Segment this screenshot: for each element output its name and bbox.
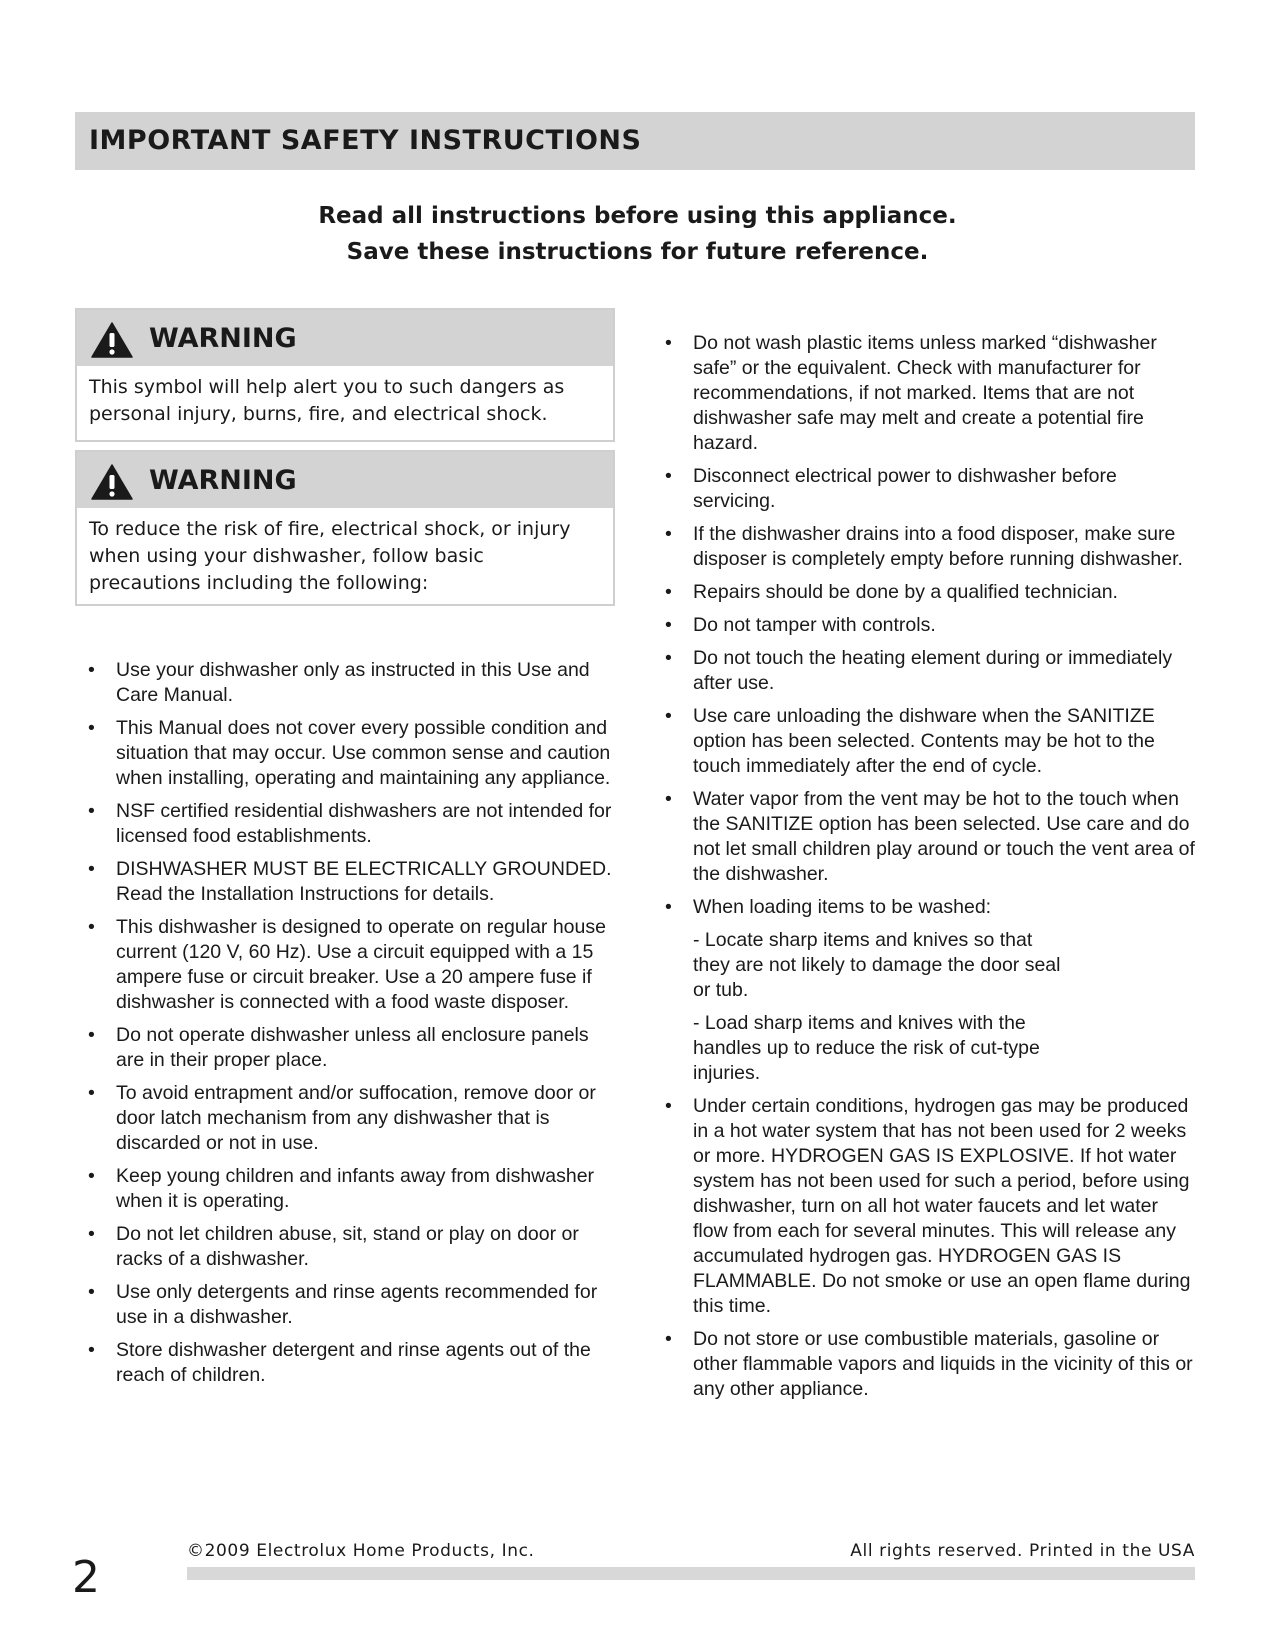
bullet-icon: •	[665, 332, 672, 354]
list-item: • Do not touch the heating element during or immediately after use.	[665, 647, 1173, 694]
list-item: • Disconnect electrical power to dishwasher before servicing.	[665, 465, 1117, 512]
left-column-list	[88, 658, 618, 1396]
list-sub-item: - Locate sharp items and knives so that they are not likely to damage the door seal or tub.	[693, 929, 1061, 1001]
warning-text: To reduce the risk of fire, electrical shock, or injury when using your dishwasher, follow basic precautions including the following:	[89, 518, 571, 594]
right-column-list	[665, 331, 1195, 1410]
warning-triangle-icon	[91, 464, 133, 500]
list-item: • Use your dishwasher only as instructed in this Use and Care Manual.	[88, 659, 590, 706]
list-sub-item: - Load sharp items and knives with the handles up to reduce the risk of cut-type injuries.	[693, 1012, 1040, 1084]
bullet-icon: •	[665, 1095, 672, 1117]
list-item: • Do not wash plastic items unless marked “dishwasher safe” or the equivalent. Check with manufacturer for recommendations, if not marked. Items that are not dishwasher safe may melt and create a potential fire hazard.	[665, 332, 1157, 454]
list-item: • Do not let children abuse, sit, stand or play on door or racks of a dishwasher.	[88, 1223, 579, 1270]
warning-triangle-icon	[91, 322, 133, 358]
list-item: • To avoid entrapment and/or suffocation, remove door or door latch mechanism from any dishwasher that is discarded or not in use.	[88, 1082, 596, 1154]
warning-box-symbol	[75, 308, 615, 442]
list-item: • If the dishwasher drains into a food disposer, make sure disposer is completely empty before running dishwasher.	[665, 523, 1183, 570]
list-item: • Use only detergents and rinse agents recommended for use in a dishwasher.	[88, 1281, 598, 1328]
bullet-icon: •	[88, 1165, 95, 1187]
warning-title: WARNING	[149, 465, 297, 496]
warning-text: This symbol will help alert you to such dangers as personal injury, burns, fire, and electrical shock.	[89, 376, 565, 425]
warning-title: WARNING	[149, 323, 297, 354]
list-item: • Under certain conditions, hydrogen gas may be produced in a hot water system that has not been used for 2 weeks or more. HYDROGEN GAS IS EXPLOSIVE. If hot water system has not been used for such a period, before using dishwasher, turn on all hot water faucets and let water flow from each for several minutes. This will release any accumulated hydrogen gas. HYDROGEN GAS IS FLAMMABLE. Do not smoke or use an open flame during this time.	[665, 1095, 1191, 1317]
bullet-icon: •	[665, 523, 672, 545]
bullet-icon: •	[665, 1328, 672, 1350]
footer-divider	[187, 1567, 1195, 1580]
section-title-bar	[75, 112, 1195, 170]
bullet-icon: •	[88, 1024, 95, 1046]
list-item: • Repairs should be done by a qualified technician.	[665, 581, 1118, 603]
warning-header	[77, 452, 613, 508]
bullet-icon: •	[665, 788, 672, 810]
footer-rights: All rights reserved. Printed in the USA	[850, 1541, 1195, 1561]
list-item: • Use care unloading the dishware when the SANITIZE option has been selected. Contents may be hot to the touch immediately after the end of cycle.	[665, 705, 1155, 777]
list-item: • This dishwasher is designed to operate on regular house current (120 V, 60 Hz). Use a circuit equipped with a 15 ampere fuse or circuit breaker. Use a 20 ampere fuse if dishwasher is connected with a food waste disposer.	[88, 916, 606, 1013]
subtitle-read-instructions: Read all instructions before using this appliance.	[318, 203, 957, 229]
list-item: • Do not tamper with controls.	[665, 614, 936, 636]
bullet-icon: •	[665, 896, 672, 918]
bullet-icon: •	[88, 1281, 95, 1303]
list-item: • When loading items to be washed:	[665, 896, 992, 918]
bullet-icon: •	[88, 858, 95, 880]
bullet-icon: •	[88, 1082, 95, 1104]
page-number: 2	[72, 1552, 100, 1603]
bullet-icon: •	[88, 800, 95, 822]
bullet-icon: •	[665, 581, 672, 603]
bullet-icon: •	[88, 916, 95, 938]
warning-header	[77, 310, 613, 366]
list-item: • This Manual does not cover every possible condition and situation that may occur. Use common sense and caution when installing, operating and maintaining any appliance.	[88, 717, 611, 789]
list-item: • DISHWASHER MUST BE ELECTRICALLY GROUNDED. Read the Installation Instructions for details.	[88, 858, 612, 905]
list-item: • Do not store or use combustible materials, gasoline or other flammable vapors and liquids in the vicinity of this or any other appliance.	[665, 1328, 1193, 1400]
list-item: • Water vapor from the vent may be hot to the touch when the SANITIZE option has been selected. Use care and do not let small children play around or touch the vent area of the dishwasher.	[665, 788, 1195, 885]
bullet-icon: •	[665, 614, 672, 636]
list-item: • Store dishwasher detergent and rinse agents out of the reach of children.	[88, 1339, 591, 1386]
bullet-icon: •	[88, 1223, 95, 1245]
bullet-icon: •	[88, 717, 95, 739]
page-title: IMPORTANT SAFETY INSTRUCTIONS	[89, 125, 642, 156]
bullet-icon: •	[88, 659, 95, 681]
warning-box-precautions	[75, 450, 615, 606]
bullet-icon: •	[665, 465, 672, 487]
bullet-icon: •	[88, 1339, 95, 1361]
list-item: • Keep young children and infants away from dishwasher when it is operating.	[88, 1165, 595, 1212]
list-item: • Do not operate dishwasher unless all enclosure panels are in their proper place.	[88, 1024, 589, 1071]
bullet-icon: •	[665, 647, 672, 669]
list-item: • NSF certified residential dishwashers are not intended for licensed food establishments.	[88, 800, 612, 847]
subtitle-save-instructions: Save these instructions for future reference.	[346, 239, 929, 265]
bullet-icon: •	[665, 705, 672, 727]
footer-copyright: ©2009 Electrolux Home Products, Inc.	[187, 1541, 535, 1561]
